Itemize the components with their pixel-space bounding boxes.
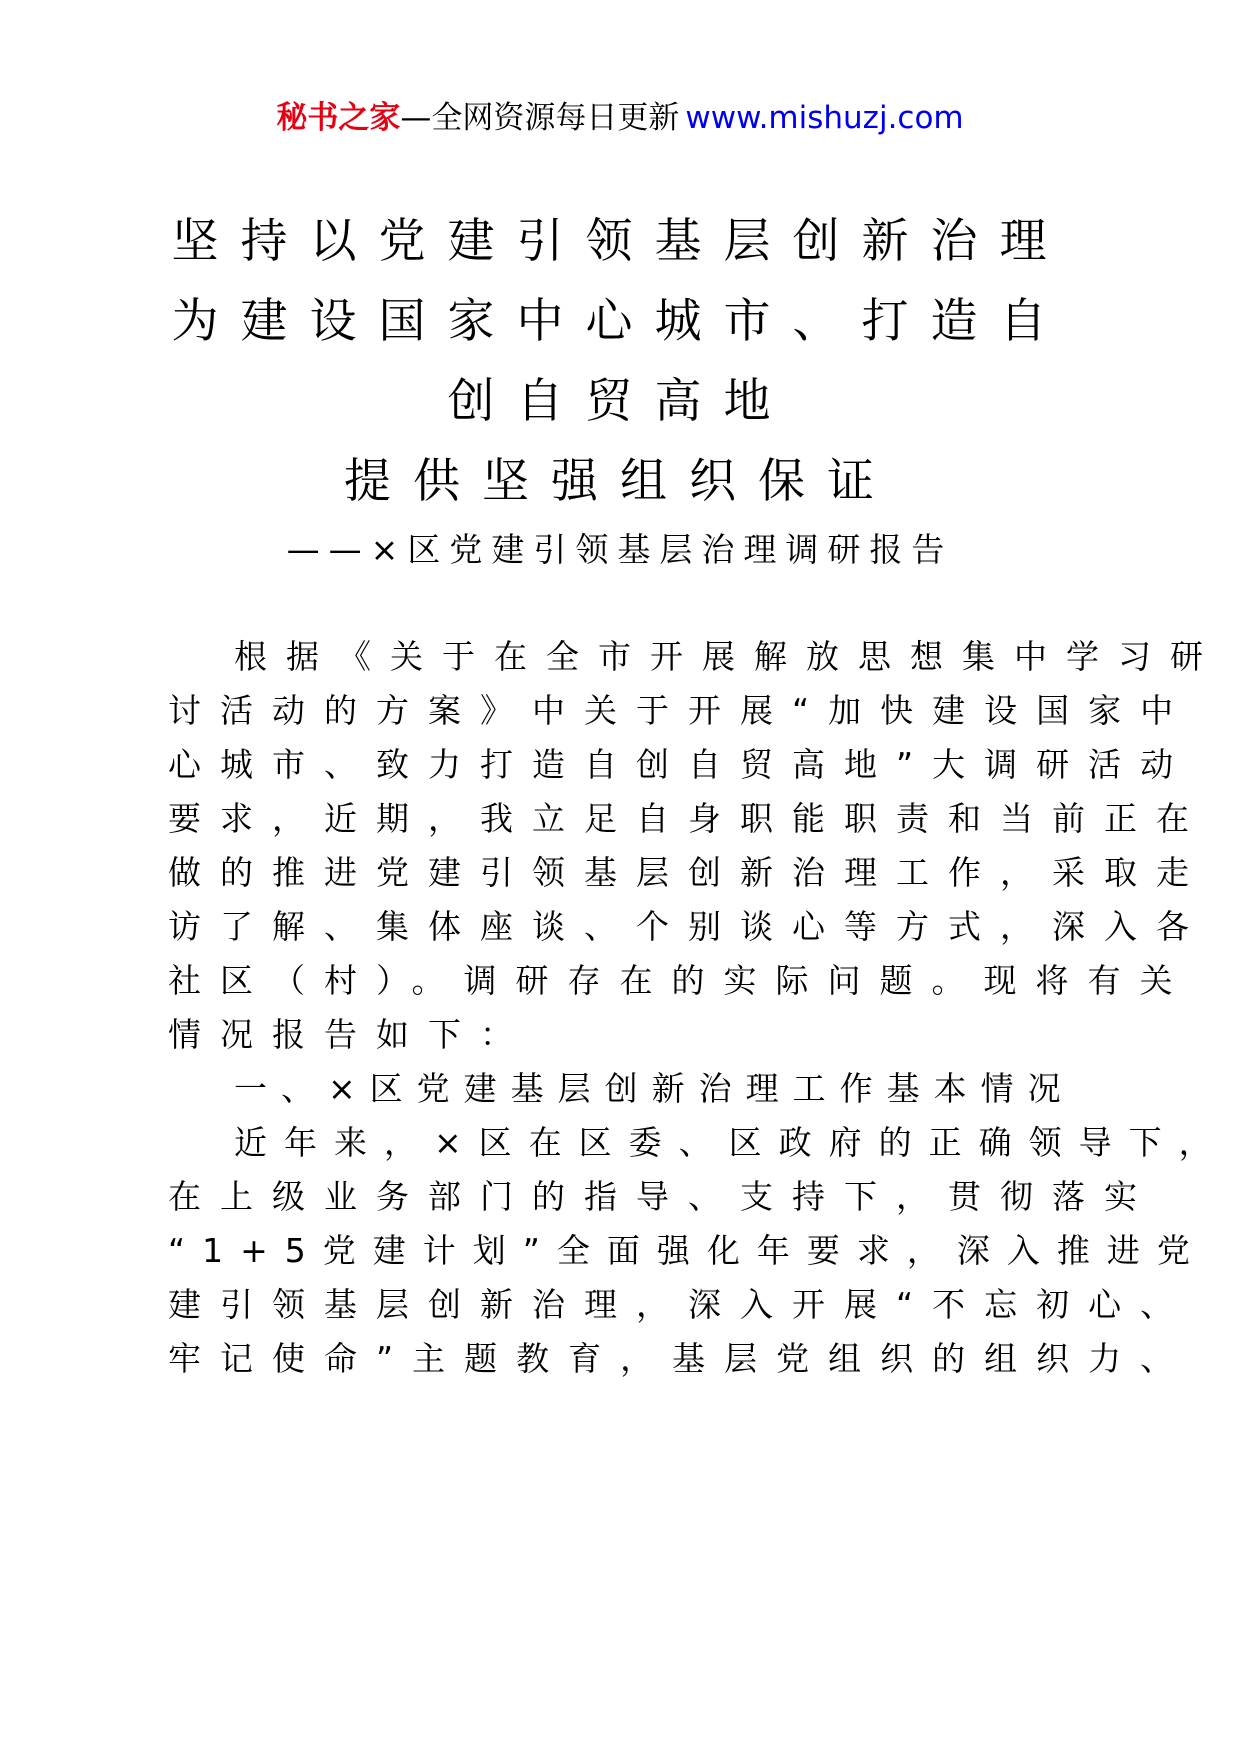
section-paragraph-line: 在上级业务部门的指导、支持下，贯彻落实	[168, 1177, 1156, 1216]
section-paragraph-line: 牢记使命”主题教育，基层党组织的组织力、	[168, 1339, 1193, 1378]
document-title-line-2: 为建设国家中心城市、打造自	[171, 294, 1069, 349]
intro-paragraph-line: 做的推进党建引领基层创新治理工作，采取走	[168, 853, 1208, 892]
intro-paragraph-line: 社区（村）。调研存在的实际问题。现将有关	[168, 961, 1192, 1000]
intro-paragraph-line: 根据《关于在全市开展解放思想集中学习研	[234, 637, 1222, 676]
intro-paragraph-line: 讨活动的方案》中关于开展“加快建设国家中	[168, 691, 1193, 730]
site-header-banner	[0, 98, 1240, 138]
document-subtitle: ——×区党建引领基层治理调研报告	[286, 530, 954, 569]
site-url-link[interactable]: www.mishuzj.com	[685, 100, 964, 136]
site-tagline: —全网资源每日更新	[400, 100, 680, 136]
intro-paragraph-line: 访了解、集体座谈、个别谈心等方式，深入各	[168, 907, 1208, 946]
document-title-line-1: 坚持以党建引领基层创新治理	[171, 214, 1069, 269]
section-paragraph-line: 近年来，×区在区委、区政府的正确领导下，	[234, 1123, 1229, 1162]
site-brand-name: 秘书之家	[276, 100, 401, 136]
document-title-line-4: 提供坚强组织保证	[344, 454, 896, 509]
section-paragraph-line: “1+5党建计划”全面强化年要求，深入推进党	[168, 1231, 1207, 1270]
document-title-line-3: 创自贸高地	[447, 374, 793, 429]
intro-paragraph-line: 心城市、致力打造自创自贸高地”大调研活动	[168, 745, 1193, 784]
section-heading: 一、×区党建基层创新治理工作基本情况	[234, 1069, 1075, 1108]
intro-paragraph-line: 要求，近期，我立足自身职能职责和当前正在	[168, 799, 1208, 838]
section-paragraph-line: 建引领基层创新治理，深入开展“不忘初心、	[168, 1285, 1193, 1324]
intro-paragraph-line: 情况报告如下：	[168, 1015, 532, 1054]
